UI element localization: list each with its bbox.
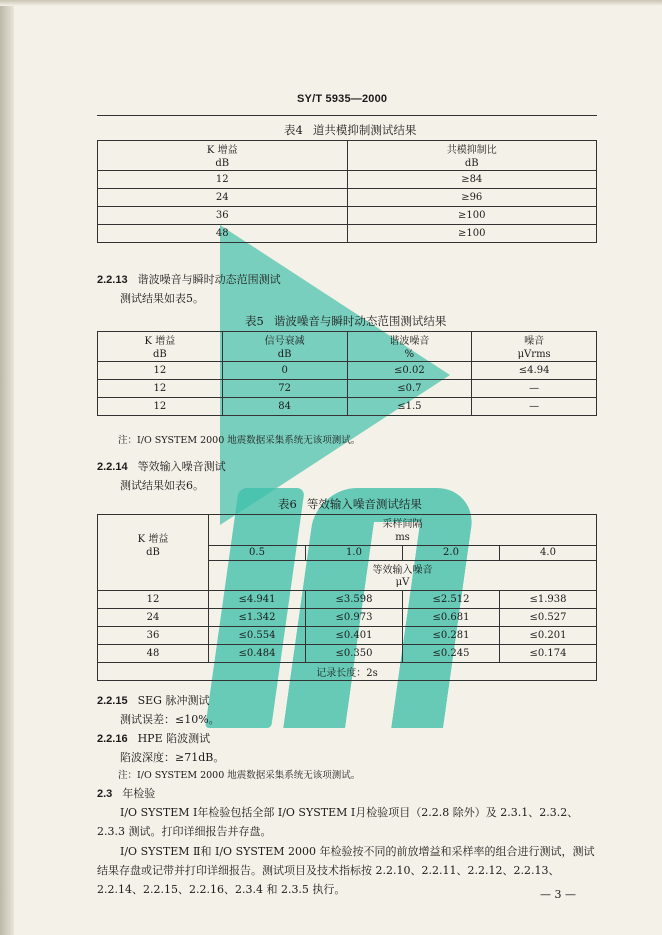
table6 bbox=[97, 514, 597, 681]
section-2-3-heading: 2.3 年检验 bbox=[97, 787, 156, 800]
table-header: 谐波噪音 bbox=[347, 332, 472, 348]
paragraph-line: I/O SYSTEM Ⅰ年检验包括全部 I/O SYSTEM Ⅰ月检验项目（2.2.8 除外）及 2.3.1、2.3.2、 bbox=[120, 806, 579, 819]
table-row: 12 84 ≤1.5 — bbox=[98, 398, 597, 416]
table-header: 采样间隔 bbox=[209, 515, 597, 531]
paragraph-line: 2.2.14、2.2.15、2.2.16、2.3.4 和 2.3.5 执行。 bbox=[97, 883, 346, 896]
table-header-unit: dB bbox=[98, 347, 223, 362]
table-header: K 增益 bbox=[98, 332, 223, 348]
paragraph-line: 2.3.3 测试。打印详细报告并存盘。 bbox=[97, 825, 272, 838]
table-header-unit: dB bbox=[222, 347, 347, 362]
table-header-unit: μV bbox=[209, 576, 597, 591]
page-number: — 3 — bbox=[540, 888, 576, 901]
table5 bbox=[97, 331, 597, 416]
table-header: 噪音 bbox=[472, 332, 597, 348]
table-row: 24 ≥96 bbox=[98, 189, 597, 207]
table4 bbox=[97, 140, 597, 243]
table-row: 48 ≥100 bbox=[98, 225, 597, 243]
table-header: K 增益 bbox=[98, 530, 209, 545]
table-header-unit: ms bbox=[209, 530, 597, 545]
table-row bbox=[98, 662, 597, 680]
section-2-2-15-text: 测试误差：≤10%。 bbox=[120, 713, 220, 726]
section-note: 注：I/O SYSTEM 2000 地震数据采集系统无该项测试。 bbox=[118, 770, 361, 781]
standard-header: SY/T 5935—2000 bbox=[297, 93, 388, 105]
section-2-2-14-text: 测试结果如表6。 bbox=[120, 479, 204, 492]
table5-caption: 表5 谐波噪音与瞬时动态范围测试结果 bbox=[245, 314, 447, 328]
table5-note: 注：I/O SYSTEM 2000 地震数据采集系统无该项测试。 bbox=[118, 435, 361, 446]
section-2-2-13-heading: 2.2.13 谐波噪音与瞬时动态范围测试 bbox=[97, 273, 281, 286]
section-2-2-16-text: 陷波深度：≥71dB。 bbox=[120, 751, 225, 764]
interval-header: 0.5 bbox=[209, 545, 306, 560]
table-header-unit: dB bbox=[98, 156, 348, 171]
table-header-unit: dB bbox=[98, 545, 209, 560]
section-2-2-14-heading: 2.2.14 等效输入噪音测试 bbox=[97, 460, 226, 473]
table-row: 24 ≤1.342 ≤0.973 ≤0.681 ≤0.527 bbox=[98, 608, 597, 626]
table-header: 信号衰减 bbox=[222, 332, 347, 348]
section-2-2-15-heading: 2.2.15 SEG 脉冲测试 bbox=[97, 694, 210, 707]
table-header-unit: % bbox=[347, 347, 472, 362]
header-rule bbox=[97, 115, 597, 116]
interval-header: 2.0 bbox=[403, 545, 500, 560]
record-length: 记录长度：2s bbox=[98, 662, 597, 680]
table-row: 12 ≥84 bbox=[98, 171, 597, 189]
table-row: 12 72 ≤0.7 — bbox=[98, 380, 597, 398]
table-header: K 增益 bbox=[98, 141, 348, 157]
table-row: 48 ≤0.484 ≤0.350 ≤0.245 ≤0.174 bbox=[98, 644, 597, 662]
table4-caption: 表4 道共模抑制测试结果 bbox=[284, 123, 417, 137]
interval-header: 1.0 bbox=[306, 545, 403, 560]
paragraph-line: I/O SYSTEM Ⅱ和 I/O SYSTEM 2000 年检验按不同的前放增益和采样率的组合进行测试，测试 bbox=[120, 845, 595, 858]
table-header-unit: dB bbox=[347, 156, 597, 171]
table-row: 36 ≤0.554 ≤0.401 ≤0.281 ≤0.201 bbox=[98, 626, 597, 644]
table6-caption: 表6 等效输入噪音测试结果 bbox=[278, 497, 422, 511]
scan-top-edge bbox=[0, 0, 662, 6]
paragraph-line: 结果存盘或记带并打印详细报告。测试项目及技术指标按 2.2.10、2.2.11、2.2.12、2.2.13、 bbox=[97, 864, 560, 877]
table-header: 共模抑制比 bbox=[347, 141, 597, 157]
table-header: 等效输入噪音 bbox=[209, 560, 597, 576]
section-2-2-16-heading: 2.2.16 HPE 陷波测试 bbox=[97, 732, 211, 745]
table-row: 12 ≤4.941 ≤3.598 ≤2.512 ≤1.938 bbox=[98, 590, 597, 608]
interval-header: 4.0 bbox=[500, 545, 597, 560]
section-2-2-13-text: 测试结果如表5。 bbox=[120, 292, 204, 305]
table-header-unit: μVrms bbox=[472, 347, 597, 362]
table-row: 12 0 ≤0.02 ≤4.94 bbox=[98, 362, 597, 380]
table-row: 36 ≥100 bbox=[98, 207, 597, 225]
scan-left-edge bbox=[0, 0, 14, 935]
